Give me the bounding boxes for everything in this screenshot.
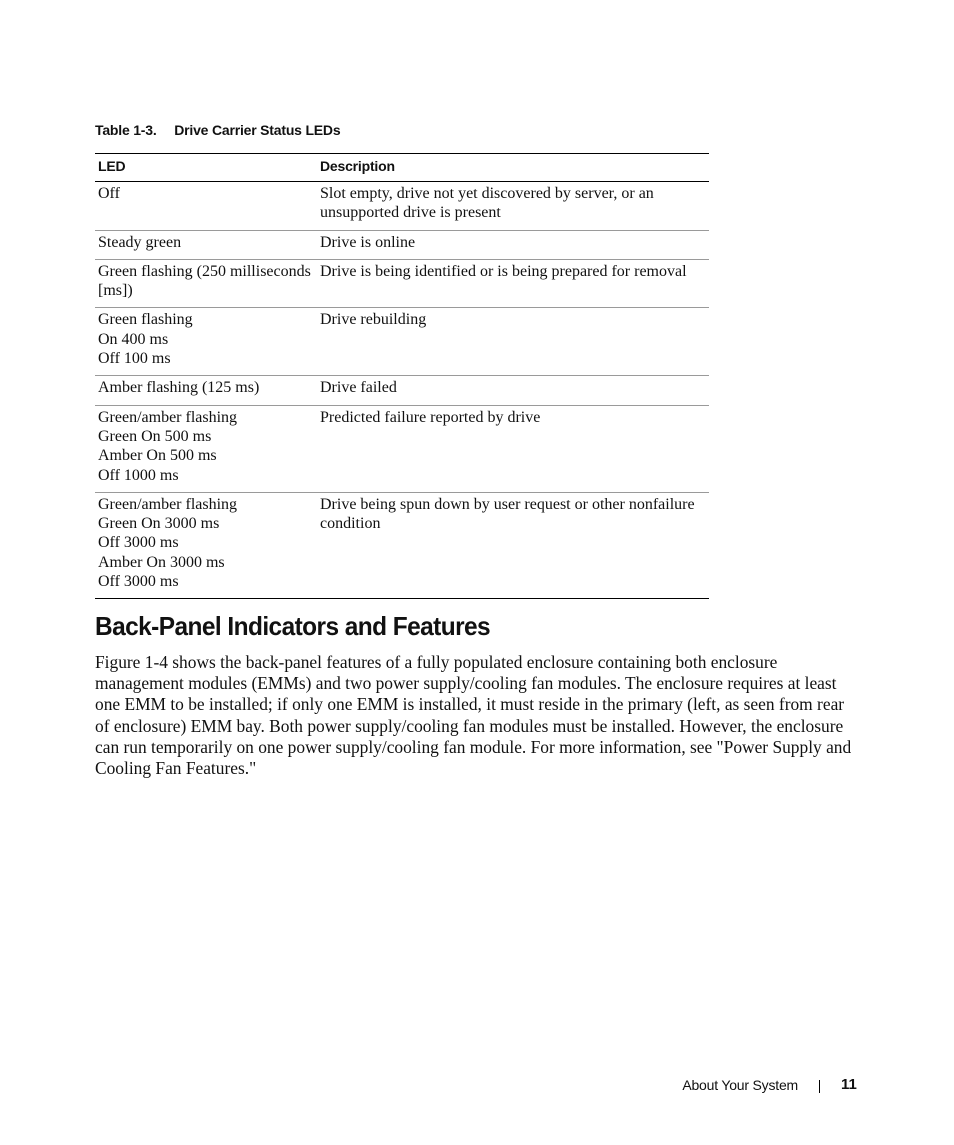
table-row [95, 492, 709, 598]
page-footer [0, 1076, 954, 1098]
led-line: Amber flashing (125 ms) [98, 379, 260, 397]
table-caption-number: Table 1-3. [95, 122, 157, 138]
led-line: Amber On 3000 ms [98, 553, 225, 571]
led-line: Green flashing (250 milliseconds [98, 262, 311, 280]
table-row [95, 259, 709, 308]
table-row [95, 182, 709, 231]
footer-divider [819, 1080, 820, 1093]
table-caption-title: Drive Carrier Status LEDs [174, 122, 341, 138]
page-number: 11 [841, 1076, 857, 1093]
led-line: On 400 ms [98, 330, 169, 348]
led-line: Off 100 ms [98, 350, 171, 368]
footer-chapter-title: About Your System [682, 1077, 798, 1093]
table-row [95, 230, 709, 259]
led-cell [95, 182, 317, 231]
table-row [95, 308, 709, 376]
led-cell [95, 230, 317, 259]
description-cell: Drive is being identified or is being prepared for removal [317, 259, 709, 308]
led-line: Green/amber flashing [98, 495, 238, 513]
led-cell [95, 492, 317, 598]
description-cell: Drive failed [317, 376, 709, 405]
column-header-description: Description [317, 154, 709, 182]
section-heading: Back-Panel Indicators and Features [95, 611, 491, 641]
led-line: [ms]) [98, 282, 133, 300]
led-line: Off 3000 ms [98, 534, 179, 552]
table-header-row [95, 154, 709, 182]
description-cell: Slot empty, drive not yet discovered by server, or an unsupported drive is present [317, 182, 709, 231]
description-cell: Drive rebuilding [317, 308, 709, 376]
body-paragraph: Figure 1-4 shows the back-panel features of a fully populated enclosure containing both enclosure management modules (EMMs) and two power supply/cooling fan modules. The enclosure requires at least one EMM to be installed; if only one EMM is installed, it must reside in the primary (left, as seen from rear of enclosure) EMM bay. Both power supply/cooling fan modules must be installed. However, the enclosure can run temporarily on one power supply/cooling fan module. For more information, see "Power Supply and Cooling Fan Features." [95, 652, 852, 779]
led-line: Green flashing [98, 311, 193, 329]
led-line: Green On 3000 ms [98, 515, 220, 533]
led-cell [95, 376, 317, 405]
led-line: Green/amber flashing [98, 408, 238, 426]
description-cell: Drive being spun down by user request or other nonfailure condition [317, 492, 709, 598]
table-caption [95, 122, 340, 138]
table-row [95, 376, 709, 405]
led-line: Off 3000 ms [98, 573, 179, 591]
led-cell [95, 259, 317, 308]
column-header-led: LED [95, 154, 317, 182]
description-cell: Drive is online [317, 230, 709, 259]
led-line: Off 1000 ms [98, 466, 179, 484]
led-line: Amber On 500 ms [98, 447, 217, 465]
led-line: Steady green [98, 233, 182, 251]
description-cell: Predicted failure reported by drive [317, 405, 709, 492]
table-row [95, 405, 709, 492]
led-line: Off [98, 185, 120, 202]
led-cell [95, 308, 317, 376]
led-line: Green On 500 ms [98, 427, 212, 445]
led-cell [95, 405, 317, 492]
led-status-table [95, 153, 709, 599]
